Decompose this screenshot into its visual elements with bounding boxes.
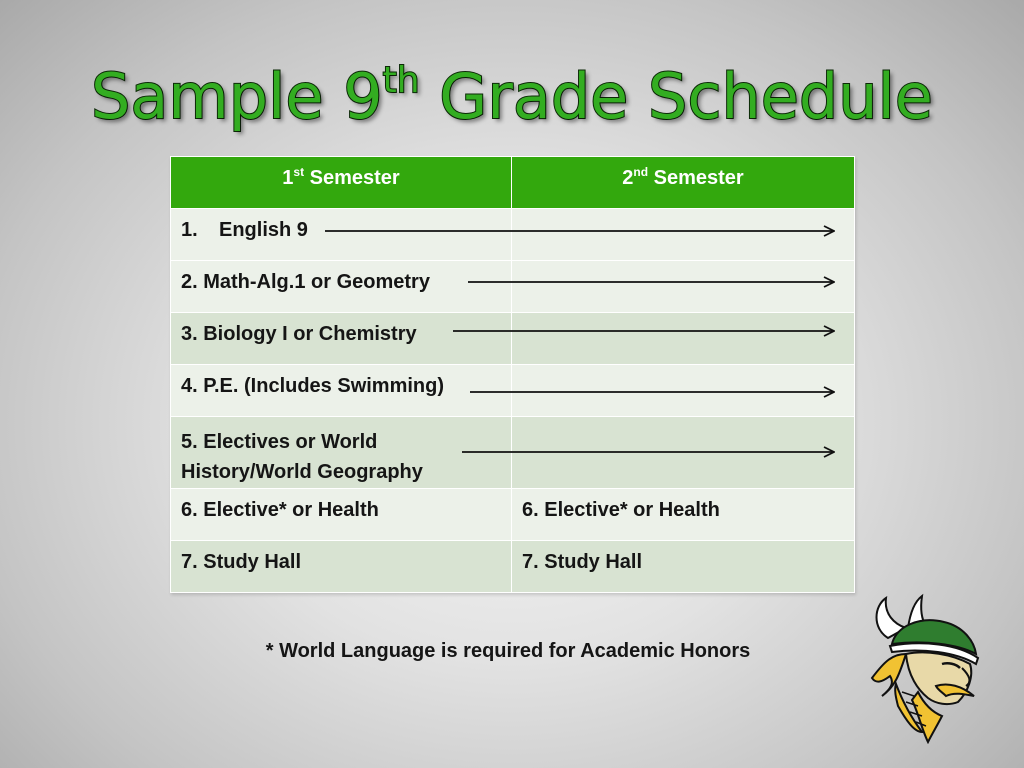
title-prefix: Sample 9 [91, 60, 383, 133]
row1-second-semester [512, 209, 855, 261]
page-title [0, 52, 1024, 142]
row2-second-semester [512, 261, 855, 313]
table-row [171, 261, 855, 313]
row6-second-semester: 6. Elective* or Health [512, 489, 855, 541]
row2-first-semester: 2. Math-Alg.1 or Geometry [171, 261, 512, 313]
title-superscript: th [382, 60, 420, 101]
table-row [171, 541, 855, 593]
row5-second-semester [512, 417, 855, 489]
row7-second-semester: 7. Study Hall [512, 541, 855, 593]
row4-first-semester: 4. P.E. (Includes Swimming) [171, 365, 512, 417]
table-row [171, 489, 855, 541]
row1-number: 1. [181, 219, 198, 241]
table-row [171, 313, 855, 365]
header-second-sup: nd [633, 165, 649, 179]
header-first-label: Semester [304, 167, 400, 189]
row3-second-semester [512, 313, 855, 365]
table-row [171, 365, 855, 417]
row7-first-semester: 7. Study Hall [171, 541, 512, 593]
footnote: * World Language is required for Academic Honors [265, 640, 751, 662]
row1-first-semester [171, 209, 512, 261]
table-header-row [171, 157, 855, 209]
header-first-sup: st [293, 165, 305, 179]
table-row [171, 209, 855, 261]
header-second-semester [512, 157, 855, 209]
row3-first-semester: 3. Biology I or Chemistry [171, 313, 512, 365]
row5-line2: History/World Geography [181, 461, 423, 483]
title-suffix: Grade Schedule [419, 60, 933, 133]
row5-first-semester [171, 417, 512, 489]
header-first-semester [171, 157, 512, 209]
viking-mascot-logo [862, 592, 986, 744]
header-first-num: 1 [282, 167, 294, 189]
header-second-num: 2 [622, 167, 634, 189]
header-second-label: Semester [648, 167, 744, 189]
row6-first-semester: 6. Elective* or Health [171, 489, 512, 541]
row5-line1: 5. Electives or World [181, 431, 378, 453]
table-row [171, 417, 855, 489]
schedule-table [170, 156, 855, 593]
row1-course: English 9 [219, 219, 308, 241]
row4-second-semester [512, 365, 855, 417]
